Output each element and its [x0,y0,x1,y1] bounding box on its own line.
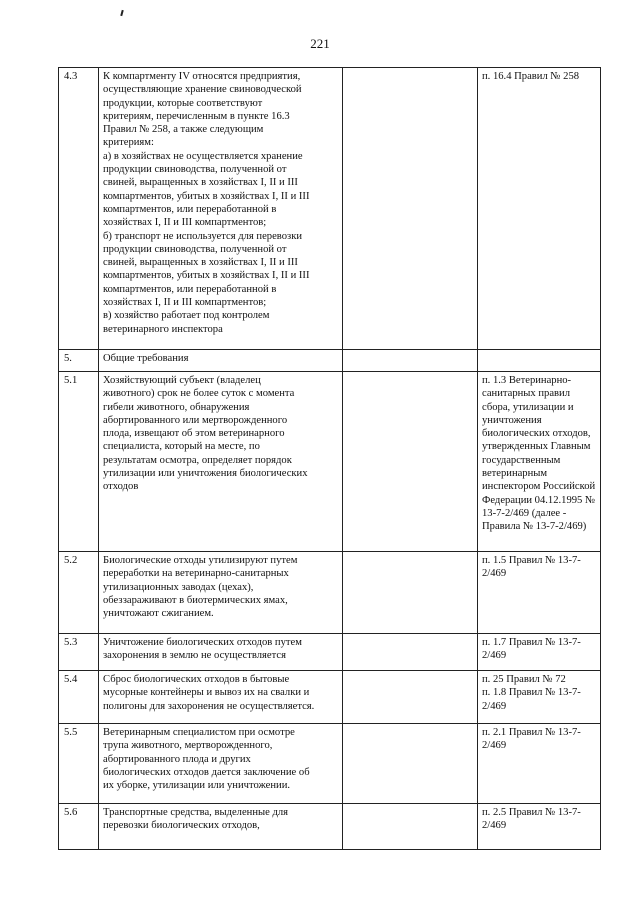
note-cell [343,804,478,850]
table-row [59,634,601,671]
item-number: 5.1 [59,372,99,552]
item-number: 4.3 [59,68,99,350]
requirement-text: Уничтожение биологических отходов путем захоронения в землю не осуществляется [99,634,343,671]
item-number: 5.6 [59,804,99,850]
table-row [59,350,601,372]
requirement-text: Биологические отходы утилизируют путем переработки на ветеринарно-санитарных утилизационных заводах (цехах), обеззараживают в биотермических ямах, уничтожают сжиганием. [99,552,343,634]
legal-reference: п. 2.5 Правил № 13-7- 2/469 [478,804,601,850]
item-number: 5. [59,350,99,372]
note-cell [343,68,478,350]
page-number: 221 [310,36,330,51]
table-row [59,372,601,552]
requirement-text: Ветеринарным специалистом при осмотре трупа животного, мертворожденного, абортированного плода и других биологических отходов дается заключение об их уборке, утилизации или уничтожении. [99,724,343,804]
note-cell [343,372,478,552]
scan-mark [120,10,123,16]
note-cell [343,350,478,372]
legal-reference: п. 25 Правил № 72 п. 1.8 Правил № 13-7- 2/469 [478,671,601,724]
table-row [59,68,601,350]
note-cell [343,671,478,724]
requirement-text: Хозяйствующий субъект (владелец животного) срок не более суток с момента гибели животного, обнаружения абортированного или мертворожденного плода, извещают об этом ветеринарного специалиста, который на месте, по результатам осмотра, определяет порядок утилизации или уничтожения биологических отходов [99,372,343,552]
table-row [59,724,601,804]
legal-reference: п. 1.3 Ветеринарно- санитарных правил сбора, утилизации и уничтожения биологических отходов, утвержденных Главным государственным ветеринарным инспектором Российской Федерации 04.12.1995 № 13-7-2/469 (далее - Правила № 13-7-2/469) [478,372,601,552]
legal-reference: п. 1.5 Правил № 13-7- 2/469 [478,552,601,634]
item-number: 5.4 [59,671,99,724]
section-title: Общие требования [99,350,343,372]
note-cell [343,724,478,804]
requirement-text: Сброс биологических отходов в бытовые мусорные контейнеры и вывоз их на свалки и полигоны для захоронения не осуществляется. [99,671,343,724]
item-number: 5.2 [59,552,99,634]
legal-reference: п. 16.4 Правил № 258 [478,68,601,350]
item-number: 5.3 [59,634,99,671]
legal-reference: п. 2.1 Правил № 13-7- 2/469 [478,724,601,804]
requirement-text: К компартменту IV относятся предприятия, осуществляющие хранение свиноводческой продукции, которые соответствуют критериям, перечисленным в пункте 16.3 Правил № 258, а также следующим критериям: а) в хозяйствах не осуществляется хранение продукции свиноводства, полученной от свиней, выращенных в хозяйствах I, II и III компартментов, убитых в хозяйствах I, II и III компартментов, или переработанной в хозяйствах I, II и III компартментов; б) транспорт не используется для перевозки продукции свиноводства, полученной от свиней, выращенных в хозяйствах I, II и III компартментов, убитых в хозяйствах I, II и III компартментов, или переработанной в хозяйствах I, II и III компартментов; в) хозяйство работает под контролем ветеринарного инспектора [99,68,343,350]
requirement-text: Транспортные средства, выделенные для перевозки биологических отходов, [99,804,343,850]
item-number: 5.5 [59,724,99,804]
note-cell [343,634,478,671]
table-row [59,671,601,724]
note-cell [343,552,478,634]
legal-reference: п. 1.7 Правил № 13-7- 2/469 [478,634,601,671]
legal-reference [478,350,601,372]
table-row [59,804,601,850]
requirements-table [58,67,601,850]
table-row [59,552,601,634]
